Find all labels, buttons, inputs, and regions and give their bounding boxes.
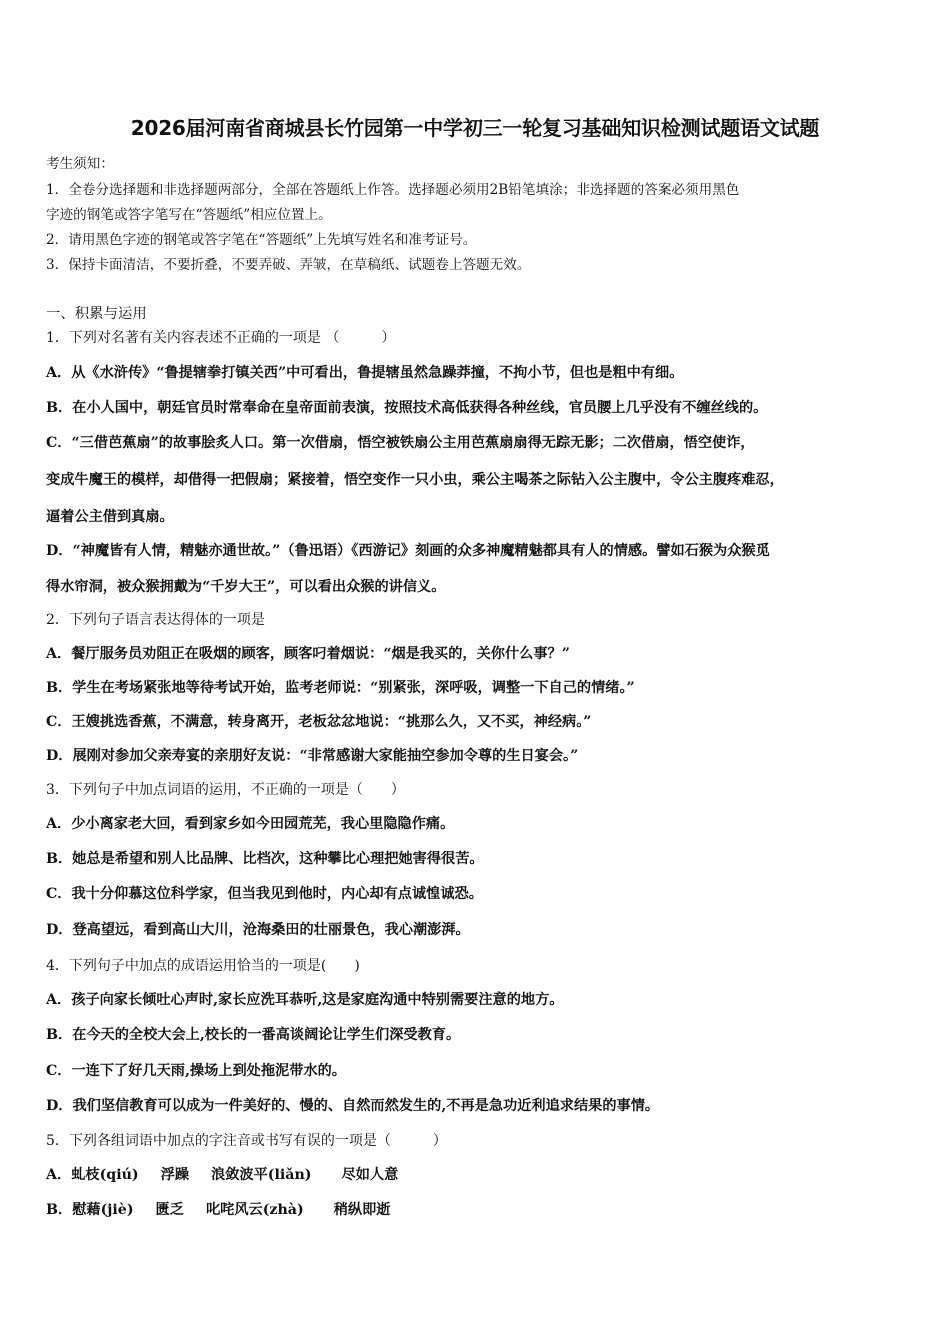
word: 慰藉(jiè): [72, 1202, 134, 1218]
option-d: D．登高望远，看到高山大川，沧海桑田的壮丽景色，我心潮澎湃。: [46, 922, 470, 938]
option-c: C．我十分仰慕这位科学家，但当我见到他时，内心却有点诚惶诚恐。: [46, 886, 483, 902]
option-c: C．“三借芭蕉扇”的故事脍炙人口。第一次借扇，悟空被铁扇公主用芭蕉扇扇得无踪无影；二次借扇，悟空使诈，: [46, 435, 755, 451]
option-d-cont: 得水帘洞，被众猴拥戴为“千岁大王”，可以看出众猴的讲信义。: [46, 579, 446, 595]
notice-item: 2．请用黑色字迹的钢笔或答字笔在“答题纸”上先填写姓名和准考证号。: [46, 232, 477, 248]
option-b: B．她总是希望和别人比品牌、比档次，这种攀比心理把她害得很苦。: [46, 851, 484, 867]
option-b: B．在小人国中，朝廷官员时常奉命在皇帝面前表演，按照技术高低获得各种丝线，官员腰上几乎没有不缠丝线的。: [46, 400, 768, 416]
option-b: B．学生在考场紧张地等待考试开始，监考老师说：“别紧张，深呼吸，调整一下自己的情绪。”: [46, 680, 635, 696]
section-heading: 一、积累与运用: [46, 306, 147, 322]
option-c-cont: 逼着公主借到真扇。: [46, 509, 174, 525]
option-c: C．一连下了好几天雨,操场上到处拖泥带水的。: [46, 1063, 346, 1079]
option-c-cont: 变成牛魔王的模样，却借得一把假扇；紧接着，悟空变作一只小虫，乘公主喝茶之际钻入公主腹中，令公主腹疼难忍，: [46, 472, 784, 488]
page-title: 2026届河南省商城县长竹园第一中学初三一轮复习基础知识检测试题语文试题: [130, 116, 820, 140]
question-stem: 3．下列句子中加点词语的运用，不正确的一项是（ ）: [46, 782, 405, 798]
word: 叱咤风云(zhà): [205, 1202, 304, 1218]
option-a: A．从《水浒传》“鲁提辖拳打镇关西”中可看出，鲁提辖虽然急躁莽撞，不拘小节，但也是粗中有细。: [46, 365, 684, 381]
option-a: [46, 1164, 916, 1184]
question-stem: 5．下列各组词语中加点的字注音或书写有误的一项是（ ）: [46, 1133, 447, 1149]
word: 浪敛波平(liǎn): [211, 1167, 312, 1183]
option-letter: A．: [46, 1167, 72, 1183]
question-stem: 2．下列句子语言表达得体的一项是: [46, 612, 265, 628]
option-d: D．展刚对参加父亲寿宴的亲朋好友说：“非常感谢大家能抽空参加令尊的生日宴会。”: [46, 748, 579, 764]
option-d: D．我们坚信教育可以成为一件美好的、慢的、自然而然发生的,不再是急功近利追求结果的事情。: [46, 1098, 660, 1114]
notice-item: 字迹的钢笔或答字笔写在“答题纸”相应位置上。: [46, 207, 332, 223]
notice-item: 3．保持卡面清洁，不要折叠，不要弄破、弄皱，在草稿纸、试题卷上答题无效。: [46, 257, 531, 273]
notice-item: 1．全卷分选择题和非选择题两部分，全部在答题纸上作答。选择题必须用2B铅笔填涂；非选择题的答案必须用黑色: [46, 182, 740, 198]
option-a: A．孩子向家长倾吐心声时,家长应洗耳恭听,这是家庭沟通中特别需要注意的地方。: [46, 992, 564, 1008]
question-stem: 1．下列对名著有关内容表述不正确的一项是 （ ）: [46, 330, 396, 346]
option-a: A．餐厅服务员劝阻正在吸烟的顾客，顾客叼着烟说：“烟是我买的，关你什么事？”: [46, 646, 570, 662]
option-b: [46, 1199, 916, 1219]
word: 虬枝(qiú): [71, 1167, 139, 1183]
word: 匮乏: [155, 1202, 184, 1218]
option-c: C．王嫂挑选香蕉，不满意，转身离开，老板忿忿地说：“挑那么久，又不买，神经病。”: [46, 714, 592, 730]
question-stem: 4．下列句子中加点的成语运用恰当的一项是( ): [46, 958, 360, 974]
word: 稍纵即逝: [333, 1202, 391, 1218]
word: 浮躁: [160, 1167, 190, 1183]
option-b: B．在今天的全校大会上,校长的一番高谈阔论让学生们深受教育。: [46, 1027, 461, 1043]
option-d: D．“神魔皆有人情，精魅亦通世故。”（鲁迅语）《西游记》刻画的众多神魔精魅都具有人的情感。譬如石猴为众猴觅: [46, 543, 770, 559]
word: 尽如人意: [341, 1167, 399, 1183]
notice-heading: 考生须知：: [46, 156, 114, 172]
option-a: A．少小离家老大回，看到家乡如今田园荒芜，我心里隐隐作痛。: [46, 816, 455, 832]
option-letter: B．: [46, 1202, 73, 1218]
